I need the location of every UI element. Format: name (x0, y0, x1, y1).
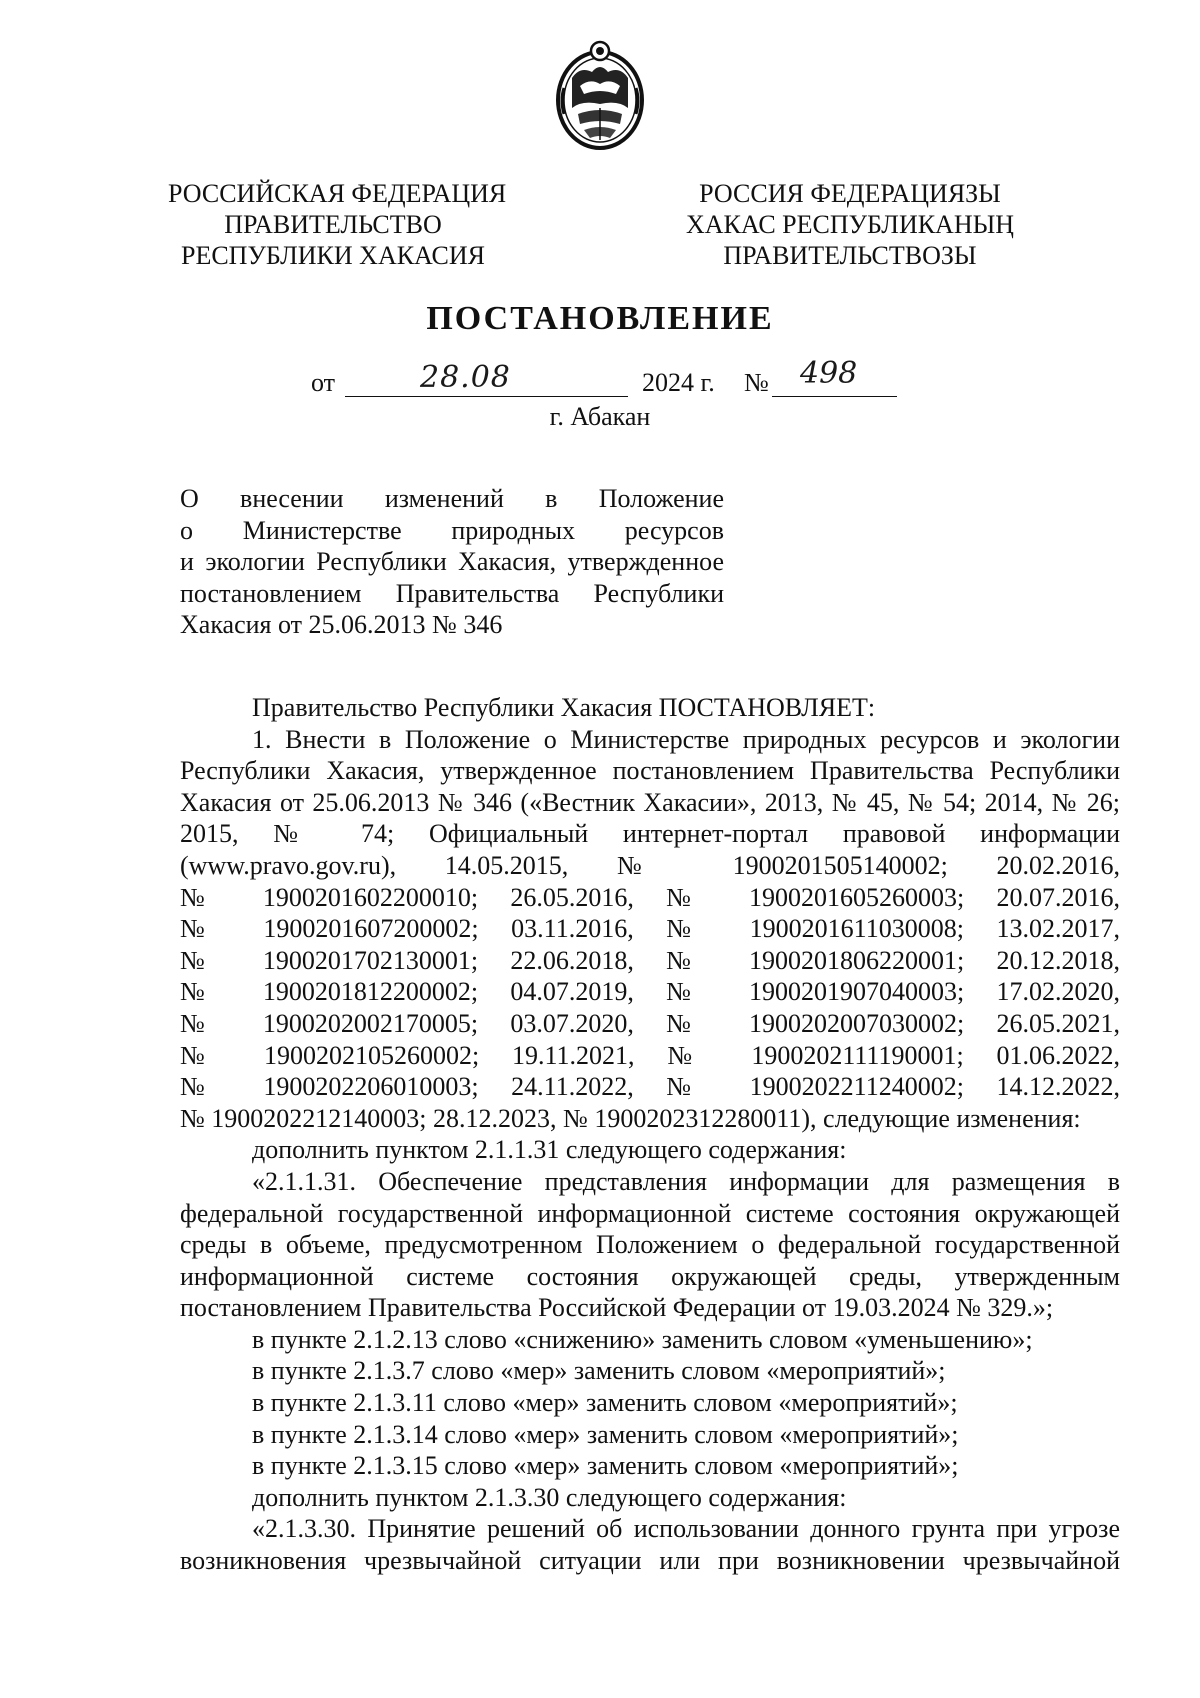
document-subject (180, 483, 724, 641)
header-left-line: РЕСПУБЛИКИ ХАКАСИЯ (180, 241, 485, 270)
item1-line: № 1900202206010003; 24.11.2022, № 1900202211240002; 14.12.2022, (180, 1072, 1120, 1102)
body-intro: Правительство Республики Хакасия ПОСТАНОВЛЯЕТ: (252, 693, 876, 722)
item1-last-line: № 1900202212140003; 28.12.2023, № 1900202312280011), следующие изменения: (180, 1103, 1081, 1133)
change-item: в пункте 2.1.3.11 слово «мер» заменить словом «мероприятий»; (252, 1388, 958, 1418)
supplement-instruction: дополнить пунктом 2.1.3.30 следующего содержания: (252, 1482, 847, 1512)
document-title: ПОСТАНОВЛЕНИЕ (426, 300, 774, 337)
header-left-line: ПРАВИТЕЛЬСТВО (224, 210, 442, 239)
header-right-line: ПРАВИТЕЛЬСТВОЗЫ (723, 241, 977, 270)
date-prefix: от (311, 368, 336, 397)
change-item: в пункте 2.1.3.7 слово «мер» заменить словом «мероприятий»; (252, 1356, 946, 1386)
item1-line: (www.pravo.gov.ru), 14.05.2015, № 1900201505140002; 20.02.2016, (180, 850, 1120, 880)
quote2-line: возникновения чрезвычайной ситуации или при возникновении чрезвычайной (180, 1546, 1120, 1576)
item1-line: № 1900201702130001; 22.06.2018, № 1900201806220001; 20.12.2018, (180, 945, 1120, 975)
quote2-line: «2.1.3.30. Принятие решений об использовании донного грунта при угрозе (252, 1514, 1120, 1544)
item1-line: № 1900201607200002; 03.11.2016, № 1900201611030008; 13.02.2017, (180, 914, 1120, 944)
header-right-line: РОССИЯ ФЕДЕРАЦИЯЗЫ (699, 179, 1001, 208)
change-item: в пункте 2.1.3.14 слово «мер» заменить словом «мероприятий»; (252, 1419, 959, 1449)
city-name: г. Абакан (549, 402, 651, 431)
date-underline (345, 396, 628, 397)
item1-line: 1. Внести в Положение о Министерстве природных ресурсов и экологии (252, 724, 1120, 754)
subject-line: о Министерстве природных ресурсов (180, 515, 724, 545)
item1-line: 2015, № 74; Официальный интернет-портал правовой информации (180, 819, 1120, 849)
supplement-instruction: дополнить пунктом 2.1.1.31 следующего содержания: (252, 1135, 847, 1165)
change-item: в пункте 2.1.3.15 слово «мер» заменить словом «мероприятий»; (252, 1451, 959, 1481)
document-year: 2024 г. (642, 368, 715, 397)
subject-line: постановлением Правительства Республики (180, 578, 724, 608)
subject-line: и экологии Республики Хакасия, утвержденное (180, 547, 724, 576)
subject-line: О внесении изменений в Положение (180, 484, 724, 513)
change-item: в пункте 2.1.2.13 слово «снижению» заменить словом «уменьшению»; (252, 1324, 1033, 1354)
quote1-line: среды в объеме, предусмотренном Положением о федеральной государственной (180, 1230, 1120, 1260)
document-body (180, 692, 1120, 1577)
item1-line: № 1900201602200010; 26.05.2016, № 1900201605260003; 20.07.2016, (180, 882, 1120, 912)
number-underline (772, 396, 897, 397)
item1-line: № 1900201812200002; 04.07.2019, № 1900201907040003; 17.02.2020, (180, 977, 1120, 1007)
header-right-line: ХАКАС РЕСПУБЛИКАНЫҢ (685, 210, 1015, 239)
coat-of-arms-emblem-icon (550, 38, 650, 156)
item1-line: № 1900202002170005; 03.07.2020, № 1900202007030002; 26.05.2021, (180, 1008, 1120, 1038)
handwritten-number: 498 (800, 356, 858, 391)
item1-line: Хакасия от 25.06.2013 № 346 («Вестник Хакасии», 2013, № 45, № 54; 2014, № 26; (180, 787, 1120, 817)
quote1-line: «2.1.1.31. Обеспечение представления информации для размещения в (252, 1166, 1120, 1196)
header-right-block (680, 178, 1020, 271)
item1-line: № 1900202105260002; 19.11.2021, № 1900202111190001; 01.06.2022, (180, 1040, 1120, 1070)
item1-line: Республики Хакасия, утвержденное постановлением Правительства Республики (180, 756, 1120, 786)
header-left-block (168, 178, 507, 271)
subject-line: Хакасия от 25.06.2013 № 346 (180, 610, 503, 639)
quote1-last-line: постановлением Правительства Российской Федерации от 19.03.2024 № 329.»; (180, 1293, 1054, 1323)
handwritten-date: 28.08 (420, 360, 511, 395)
quote1-line: федеральной государственной информационной системе состояния окружающей (180, 1198, 1120, 1228)
number-sign: № (744, 368, 769, 397)
header-left-line: РОССИЙСКАЯ ФЕДЕРАЦИЯ (168, 179, 507, 208)
quote1-line: информационной системе состояния окружающей среды, утвержденным (180, 1261, 1120, 1291)
